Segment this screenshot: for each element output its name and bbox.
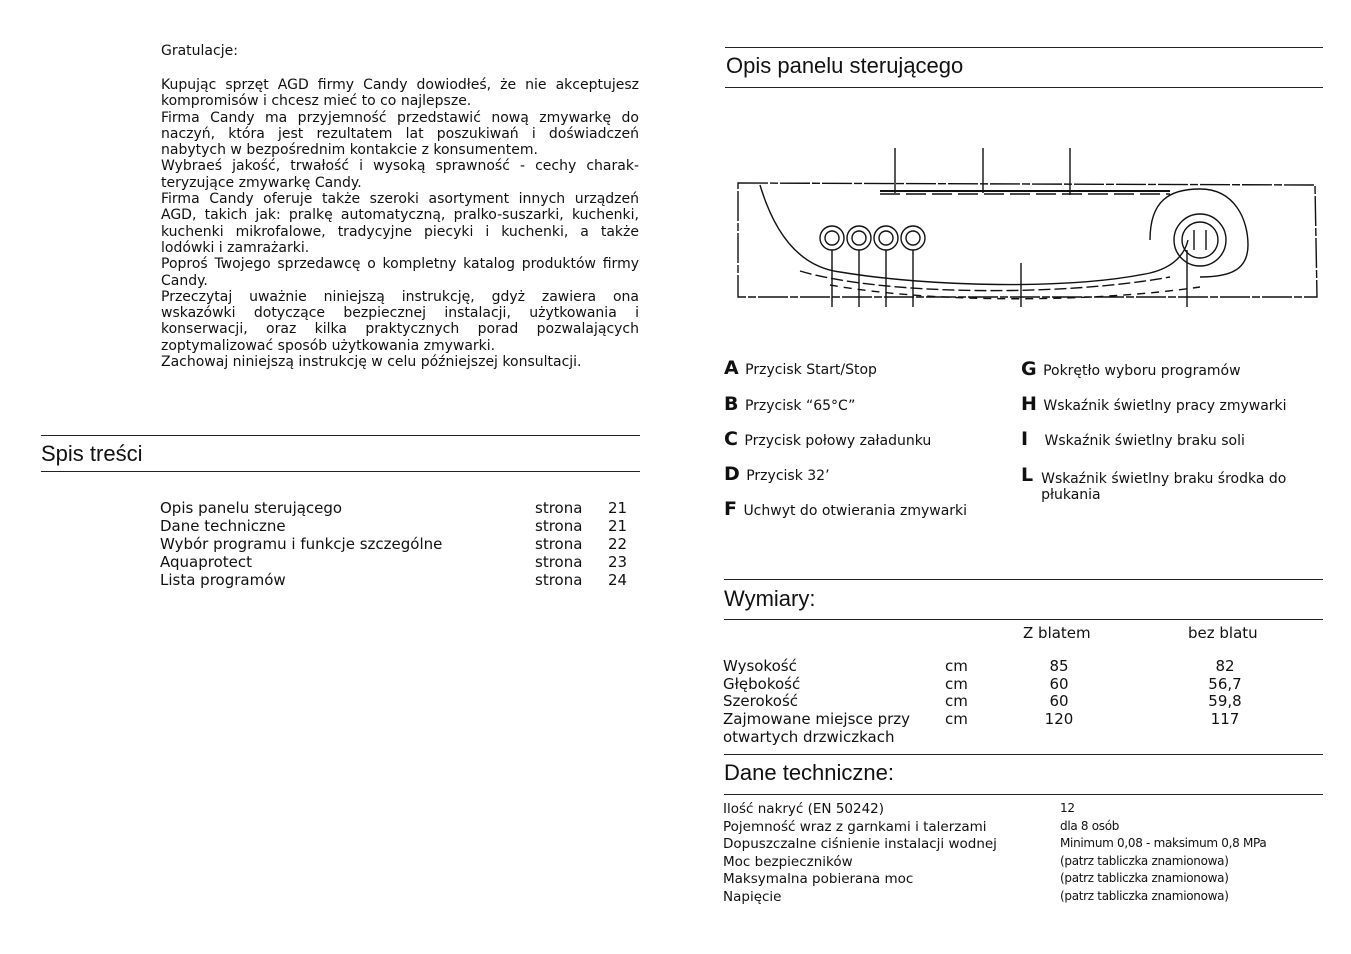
toc-item-word: strona	[535, 517, 583, 535]
tech-label: Pojemność wraz z garnkami i talerzami	[723, 818, 987, 835]
intro-paragraph: Poproś Twojego sprzedawcę o kompletny katalog produktów firmy Candy.	[161, 256, 639, 289]
tech-bottom-rule	[724, 794, 1323, 795]
legend-text: Pokrętło wyboru programów	[1043, 363, 1241, 379]
table-row	[723, 819, 1323, 837]
table-row	[723, 801, 1323, 819]
tech-label: Maksymalna pobierana moc	[723, 871, 914, 887]
toc-item-word: strona	[535, 535, 583, 553]
panel-top-rule	[725, 47, 1323, 48]
legend-letter: G	[1021, 358, 1037, 380]
legend-letter: F	[724, 498, 737, 520]
toc-item-page: 21	[608, 517, 628, 535]
tech-label: Moc bezpieczników	[723, 853, 853, 870]
tech-title: Dane techniczne:	[724, 760, 894, 785]
toc-item[interactable]	[160, 517, 630, 535]
toc-item[interactable]	[160, 571, 630, 589]
legend-text: Przycisk “65°C”	[744, 398, 856, 414]
dimensions-col-with: Z blatem	[1023, 624, 1091, 642]
panel-bottom-rule	[725, 87, 1323, 88]
legend-item-g	[1021, 358, 1321, 380]
legend-text: Uchwyt do otwierania zmywarki	[743, 503, 968, 519]
legend-item-i	[1021, 428, 1321, 450]
legend-text: Przycisk połowy załadunku	[744, 433, 932, 449]
dimensions-unit: cm	[945, 675, 968, 693]
legend-item-c	[724, 428, 932, 450]
dimensions-with: 85	[1049, 657, 1069, 675]
tech-value: dla 8 osób	[1060, 818, 1120, 833]
legend-item-b	[724, 393, 856, 415]
toc-item[interactable]	[160, 535, 630, 553]
tech-value: Minimum 0,08 - maksimum 0,8 MPa	[1060, 836, 1267, 850]
intro-paragraph: Firma Candy oferuje także szeroki asortyment innych urządzeń AGD, takich jak: pralkę automatyczną, pralko-suszarki, kuchenki, kuchenki mikrofalowe, tradycyjne piecyki i kuchenki, a także lodówki i zamrażarki.	[161, 191, 639, 256]
dimensions-without: 56,7	[1208, 675, 1242, 693]
legend-text: Wskaźnik świetlny pracy zmywarki	[1043, 398, 1287, 414]
toc-item-page: 22	[608, 535, 628, 553]
toc-item-word: strona	[535, 499, 583, 517]
toc-list	[160, 499, 630, 589]
table-row	[723, 836, 1323, 854]
dimensions-title: Wymiary:	[724, 586, 816, 611]
dimensions-without: 117	[1210, 710, 1240, 728]
toc-item-label: Aquaprotect	[160, 553, 252, 571]
intro-paragraph: Firma Candy ma przyjemność przedstawić nową zmywarkę do naczyń, która jest rezultatem lat poszukiwań i doświadczeń nabytych w bezpośrednim kontakcie z konsumentem.	[161, 109, 639, 159]
toc-item-label: Dane techniczne	[160, 517, 286, 535]
legend-item-l	[1021, 464, 1311, 503]
dimensions-label: Szerokość	[723, 692, 799, 710]
dimensions-with: 60	[1049, 675, 1069, 693]
toc-item[interactable]	[160, 553, 630, 571]
legend-item-h	[1021, 393, 1321, 415]
dimensions-with: 120	[1044, 710, 1074, 728]
legend-letter: A	[724, 357, 739, 379]
panel-title: Opis panelu sterującego	[726, 53, 964, 78]
legend-letter: B	[724, 393, 739, 415]
tech-value: (patrz tabliczka znamionowa)	[1060, 888, 1229, 903]
legend-text: Przycisk Start/Stop	[745, 362, 877, 378]
dimensions-col-without: bez blatu	[1188, 624, 1258, 642]
tech-label: Napięcie	[723, 888, 782, 905]
legend-item-a	[724, 357, 877, 379]
legend-letter: L	[1021, 464, 1034, 486]
dimensions-without: 59,8	[1208, 692, 1242, 710]
intro-text	[161, 77, 639, 370]
intro-paragraph: Wybraeś jakość, trwałość i wysoką sprawność - cechy charak-teryzujące zmywarkę Candy.	[161, 158, 639, 191]
tech-label: Dopuszczalne ciśnienie instalacji wodnej	[723, 836, 997, 852]
tech-value: (patrz tabliczka znamionowa)	[1060, 871, 1229, 885]
legend-text: Przycisk 32’	[746, 468, 830, 484]
toc-title: Spis treści	[41, 441, 143, 466]
legend-item-f	[724, 498, 968, 520]
tech-top-rule	[724, 754, 1323, 755]
dimensions-label: Głębokość	[723, 675, 801, 693]
legend-letter: D	[724, 463, 740, 485]
tech-value: (patrz tabliczka znamionowa)	[1060, 853, 1229, 868]
table-row	[723, 854, 1323, 872]
tech-table	[723, 801, 1323, 906]
intro-paragraph: Przeczytaj uważnie niniejszą instrukcję, gdyż zawiera ona wskazówki dotyczące bezpiecznej instalacji, użytkowania i konserwacji, oraz kilka praktycznych porad pozwalających zoptymalizować sposób użytkowania zmywarki.	[161, 288, 639, 354]
dimensions-bottom-rule	[724, 619, 1323, 620]
table-row	[723, 889, 1323, 907]
table-row	[723, 871, 1323, 889]
dimensions-label: Zajmowane miejsce przy otwartych drzwiczkach	[723, 710, 911, 746]
tech-value: 12	[1060, 801, 1075, 815]
dimensions-with: 60	[1049, 692, 1069, 710]
dimensions-unit: cm	[945, 657, 968, 675]
toc-bottom-rule	[41, 471, 640, 472]
toc-item-label: Lista programów	[160, 571, 286, 589]
tech-label: Ilość nakryć (EN 50242)	[723, 801, 885, 817]
toc-item-page: 24	[608, 571, 628, 589]
legend-letter: C	[724, 428, 738, 450]
toc-item-page: 23	[608, 553, 628, 571]
legend-text: Wskaźnik świetlny braku soli	[1044, 433, 1245, 449]
greeting: Gratulacje:	[161, 43, 238, 59]
legend-letter: H	[1021, 393, 1037, 415]
toc-item-word: strona	[535, 553, 583, 571]
control-panel-illustration	[730, 145, 1320, 310]
legend-item-d	[724, 463, 830, 485]
intro-paragraph: Zachowaj niniejszą instrukcję w celu późniejszej konsultacji.	[161, 354, 582, 371]
toc-item-page: 21	[608, 499, 628, 517]
toc-top-rule	[41, 435, 640, 436]
toc-item-label: Wybór programu i funkcje szczególne	[160, 535, 443, 553]
dimensions-unit: cm	[945, 692, 968, 710]
dimensions-unit: cm	[945, 710, 968, 728]
legend-text: Wskaźnik świetlny braku środka do płukania	[1041, 471, 1287, 503]
dimensions-without: 82	[1215, 657, 1235, 675]
dimensions-label: Wysokość	[723, 657, 797, 675]
toc-item[interactable]	[160, 499, 630, 517]
dimensions-top-rule	[724, 579, 1323, 580]
legend-letter: I	[1021, 428, 1029, 450]
toc-item-label: Opis panelu sterującego	[160, 499, 343, 517]
toc-item-word: strona	[535, 571, 583, 589]
intro-paragraph: Kupując sprzęt AGD firmy Candy dowiodłeś, że nie akceptujesz kompromisów i chcesz mieć to co najlepsze.	[161, 77, 639, 110]
